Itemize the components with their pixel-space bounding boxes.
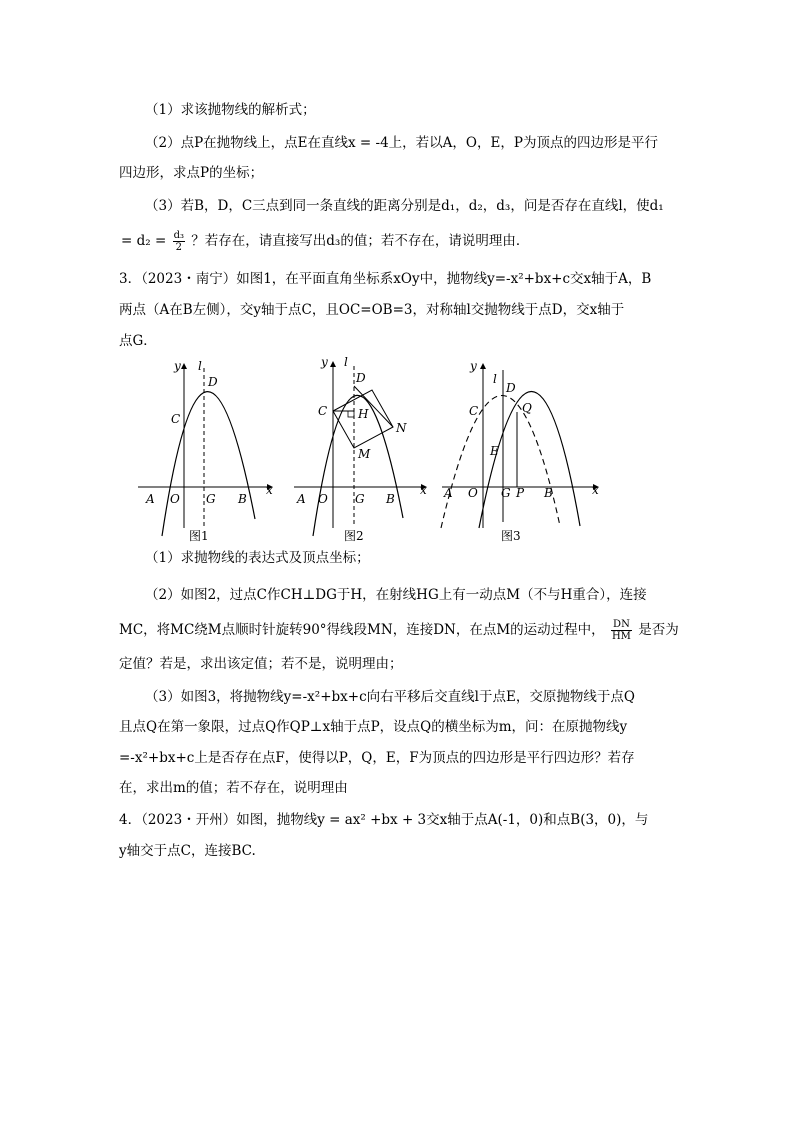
label-O: O <box>318 492 328 506</box>
label-A: A <box>146 492 155 506</box>
label-N: N <box>396 421 407 435</box>
p3-line3: 点G． <box>119 333 157 349</box>
label-x: x <box>592 483 599 497</box>
label-B: B <box>544 486 553 500</box>
label-G: G <box>501 486 511 500</box>
p2-q2-line1: （2）点P在抛物线上，点E在直线x = -4上，若以A，O，E，P为顶点的四边形是平行 <box>145 135 658 151</box>
figure-3 <box>436 356 604 546</box>
label-y: y <box>321 355 328 369</box>
label-y: y <box>470 359 477 373</box>
figure-1-caption: 图1 <box>189 529 209 543</box>
label-D: D <box>506 381 516 395</box>
p3-q2-text: MC，将MC绕M点顺时针旋转90°得线段MN，连接DN，在点M的运动过程中， <box>119 622 605 638</box>
label-O: O <box>170 492 180 506</box>
label-G: G <box>355 492 365 506</box>
p3-q2-frac-num: DN <box>611 619 632 631</box>
p2-q3-frac-den: 2 <box>175 242 182 253</box>
p2-q3-line2 <box>121 230 529 253</box>
figure-2-caption: 图2 <box>344 529 364 543</box>
p3-q2-text-end: 是否为 <box>638 622 679 638</box>
p2-q1: （1）求该抛物线的解析式； <box>145 102 316 118</box>
p3-q2-fraction <box>611 619 632 642</box>
p3-q2-frac-den: HM <box>611 631 631 642</box>
label-A: A <box>297 492 306 506</box>
original-parabola <box>441 395 560 528</box>
label-l: l <box>493 372 497 386</box>
label-Q: Q <box>522 401 532 415</box>
figure-3-caption: 图3 <box>501 529 521 543</box>
p3-q3-line4: 在，求出m的值；若不存在，说明理由 <box>119 780 348 796</box>
label-l: l <box>344 355 348 369</box>
p3-q3-line1: （3）如图3，将抛物线y=-x²+bx+c向右平移后交直线l于点E，交原抛物线于点Q <box>145 689 635 705</box>
label-H: H <box>358 407 369 421</box>
p2-q3-fraction <box>173 230 185 253</box>
p3-q3-line3: =-x²+bx+c上是否存在点F，使得以P，Q，E，F为顶点的四边形是平行四边形？若存 <box>119 750 635 766</box>
p3-q2-line2 <box>119 619 679 642</box>
label-D: D <box>356 371 366 385</box>
p3-q2-line3: 定值？若是，求出该定值；若不是，说明理由； <box>119 656 403 672</box>
label-D: D <box>208 375 218 389</box>
p3-q2-line1: （2）如图2，过点C作CH⊥DG于H，在射线HG上有一动点M（不与H重合），连接 <box>145 587 647 603</box>
label-A: A <box>444 486 453 500</box>
label-M: M <box>358 447 371 461</box>
label-O: O <box>468 486 478 500</box>
p2-q3-question: ？若存在，请直接写出d₃的值；若不存在，请说明理由． <box>191 233 530 249</box>
label-B: B <box>238 492 247 506</box>
label-l: l <box>198 359 202 373</box>
label-x: x <box>266 483 273 497</box>
p3-q1: （1）求抛物线的表达式及顶点坐标； <box>145 550 370 566</box>
label-P: P <box>516 486 525 500</box>
label-G: G <box>206 492 216 506</box>
p2-q3-frac-num: d₃ <box>173 230 184 241</box>
figure-2 <box>288 352 434 546</box>
label-y: y <box>174 359 181 373</box>
label-E: E <box>490 444 499 458</box>
figure-1 <box>134 356 280 546</box>
p3-line2: 两点（A在B左侧），交y轴于点C，且OC=OB=3，对称轴l交抛物线于点D，交x轴于 <box>119 302 625 318</box>
p4-line1: 4．（2023・开州）如图，抛物线y = ax² +bx + 3交x轴于点A(-1，0)和点B(3，0)，与 <box>119 812 649 828</box>
p4-line2: y轴交于点C，连接BC. <box>119 843 256 859</box>
label-C: C <box>318 404 328 418</box>
label-B: B <box>386 492 395 506</box>
p3-line1: 3．（2023・南宁）如图1，在平面直角坐标系xOy中，抛物线y=-x²+bx+c交x轴于A，B <box>119 271 652 287</box>
label-x: x <box>420 483 427 497</box>
p3-q3-line2: 且点Q在第一象限，过点Q作QP⊥x轴于点P，设点Q的横坐标为m，问：在原抛物线y <box>119 719 628 735</box>
p2-q2-line2: 四边形，求点P的坐标； <box>119 165 264 181</box>
label-C: C <box>469 404 479 418</box>
right-angle-mark <box>348 411 354 417</box>
p2-q3-equation: = d₂ = <box>121 233 167 249</box>
label-C: C <box>171 412 181 426</box>
p2-q3-line1: （3）若B，D，C三点到同一条直线的距离分别是d₁，d₂，d₃，问是否存在直线l，使d₁ <box>145 198 664 214</box>
